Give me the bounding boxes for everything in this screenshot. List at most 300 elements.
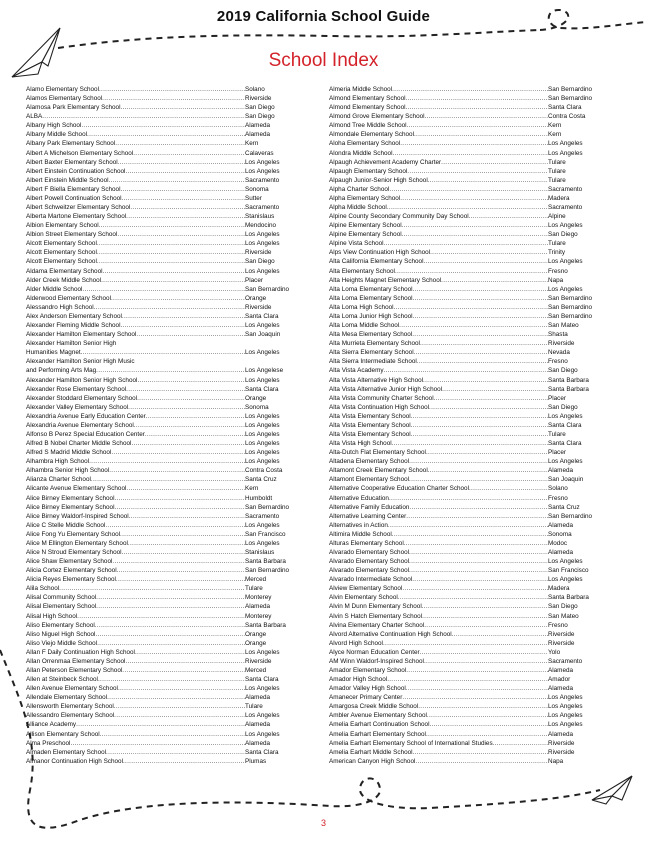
index-entry xyxy=(26,702,297,711)
index-entry xyxy=(26,657,297,666)
index-entry xyxy=(329,103,600,112)
school-name: American Canyon High School xyxy=(329,757,416,765)
county-name: Santa Barbara xyxy=(548,594,589,602)
index-entry xyxy=(26,566,297,575)
index-entry xyxy=(26,239,297,248)
county-name: Kern xyxy=(548,122,562,130)
county-name: Los Angeles xyxy=(245,322,280,330)
index-entry xyxy=(26,593,297,602)
index-entry xyxy=(26,130,297,139)
school-name: Alvin Elementary School xyxy=(329,594,398,602)
index-entry xyxy=(26,185,297,194)
dot-leader xyxy=(42,112,245,121)
index-entry xyxy=(26,203,297,212)
index-entry xyxy=(26,158,297,167)
dot-leader xyxy=(99,85,245,94)
county-name: San Diego xyxy=(245,104,275,112)
dot-leader xyxy=(87,130,245,139)
index-entry xyxy=(26,484,297,493)
dot-leader xyxy=(70,739,245,748)
index-entry xyxy=(329,630,600,639)
county-name: Kern xyxy=(548,131,562,139)
school-name: Alternative Cooperative Education Charter School xyxy=(329,485,469,493)
index-entry xyxy=(329,675,600,684)
school-name: Alexandria Avenue Elementary School xyxy=(26,421,134,429)
dot-leader xyxy=(420,648,548,657)
school-name: Alice N Stroud Elementary School xyxy=(26,548,122,556)
county-name: Sonoma xyxy=(245,185,269,193)
school-name: Amelia Earhart Middle School xyxy=(329,748,413,756)
dot-leader xyxy=(388,521,548,530)
dot-leader xyxy=(429,403,548,412)
school-name: Alvin M Dunn Elementary School xyxy=(329,603,422,611)
county-name: Los Angeles xyxy=(548,222,583,230)
dot-leader xyxy=(402,221,548,230)
dot-leader xyxy=(411,412,548,421)
dot-leader xyxy=(97,239,245,248)
school-name: Alta Vista Elementary School xyxy=(329,421,411,429)
index-entry xyxy=(26,693,297,702)
dot-leader xyxy=(399,321,548,330)
dot-leader xyxy=(122,194,245,203)
dot-leader xyxy=(122,666,245,675)
school-name: Alvarado Elementary School xyxy=(329,567,410,575)
school-name: Alicia Reyes Elementary School xyxy=(26,576,116,584)
index-entry xyxy=(26,612,297,621)
dot-leader xyxy=(412,575,548,584)
dot-leader xyxy=(392,530,548,539)
index-entry xyxy=(329,539,600,548)
county-name: Sacramento xyxy=(548,657,583,665)
county-name: Riverside xyxy=(245,95,272,103)
school-name: Albert Einstein Middle School xyxy=(26,176,109,184)
school-name: Alfonso B Perez Special Education Center xyxy=(26,430,145,438)
school-name: Aliso Elementary School xyxy=(26,621,95,629)
index-entry xyxy=(329,503,600,512)
dot-leader xyxy=(76,720,245,729)
county-name: Los Angeles xyxy=(548,558,583,566)
index-entry xyxy=(329,339,600,348)
index-entry xyxy=(329,348,600,357)
dot-leader xyxy=(383,639,548,648)
county-name: Amador xyxy=(548,676,571,684)
index-entry xyxy=(329,267,600,276)
county-name: Los Angeles xyxy=(245,449,280,457)
index-entry xyxy=(329,94,600,103)
county-name: Monterey xyxy=(245,612,272,620)
index-entry xyxy=(329,494,600,503)
index-entry xyxy=(329,575,600,584)
school-name: Alta Vista Academy xyxy=(329,367,384,375)
county-name: Los Angeles xyxy=(245,231,280,239)
index-entry xyxy=(329,593,600,602)
school-name: Alexander Hamilton Senior High Music xyxy=(26,358,135,366)
index-entry xyxy=(26,503,297,512)
dot-leader xyxy=(427,711,548,720)
dot-leader xyxy=(115,139,245,148)
school-name: Aliso Viejo Middle School xyxy=(26,639,98,647)
index-entry xyxy=(26,339,297,348)
school-name: Alternative Education xyxy=(329,494,389,502)
school-name: Almond Elementary School xyxy=(329,104,406,112)
school-name: Alvina Elementary Charter School xyxy=(329,621,425,629)
school-name: Alturas Elementary School xyxy=(329,539,404,547)
county-name: San Diego xyxy=(548,231,578,239)
dot-leader xyxy=(400,139,548,148)
dot-leader xyxy=(98,675,245,684)
school-name: Alfred S Madrid Middle School xyxy=(26,449,112,457)
index-entry xyxy=(26,230,297,239)
county-name: Sonoma xyxy=(245,403,269,411)
index-entry xyxy=(26,530,297,539)
school-name: Alcott Elementary School xyxy=(26,249,97,257)
county-name: Riverside xyxy=(548,748,575,756)
dot-leader xyxy=(426,730,548,739)
dot-leader xyxy=(425,112,548,121)
index-entry xyxy=(26,621,297,630)
index-entry xyxy=(26,357,297,366)
school-name: Albion Elementary School xyxy=(26,222,99,230)
dot-leader xyxy=(400,194,548,203)
county-name: Los Angeles xyxy=(245,412,280,420)
county-name: Santa Clara xyxy=(245,385,279,393)
county-name: Los Angeles xyxy=(245,430,280,438)
dot-leader xyxy=(130,203,245,212)
county-name: San Joaquin xyxy=(245,331,281,339)
school-name: Alpine County Secondary Community Day School xyxy=(329,213,469,221)
dot-leader xyxy=(442,385,548,394)
dot-leader xyxy=(115,494,246,503)
county-name: Sacramento xyxy=(548,204,583,212)
school-name: Allison Elementary School xyxy=(26,730,100,738)
index-entry xyxy=(26,167,297,176)
school-name: Allessandro Elementary School xyxy=(26,712,115,720)
dot-leader xyxy=(420,339,548,348)
index-entry xyxy=(329,357,600,366)
school-name: Almanor Continuation High School xyxy=(26,757,123,765)
index-entry xyxy=(26,194,297,203)
dot-leader xyxy=(136,330,245,339)
school-name: Alvarado Elementary School xyxy=(329,548,410,556)
index-entry xyxy=(329,312,600,321)
dot-leader xyxy=(97,639,245,648)
index-entry xyxy=(329,602,600,611)
index-entry xyxy=(329,430,600,439)
county-name: San Bernardino xyxy=(245,285,290,293)
index-entry xyxy=(26,575,297,584)
index-entry xyxy=(26,675,297,684)
school-name: Amelia Earhart Elementary School of International Studies xyxy=(329,739,493,747)
county-name: San Mateo xyxy=(548,612,579,620)
school-name: Alvin S Hatch Elementary School xyxy=(329,612,423,620)
school-name: Alice Birney Elementary School xyxy=(26,494,115,502)
index-entry xyxy=(329,684,600,693)
dot-leader xyxy=(407,167,548,176)
school-name: Alyce Norman Education Center xyxy=(329,648,420,656)
school-name: Alview Elementary School xyxy=(329,585,403,593)
dot-leader xyxy=(426,448,548,457)
index-entry xyxy=(329,484,600,493)
dot-leader xyxy=(133,149,245,158)
school-name: Alisal Elementary School xyxy=(26,603,97,611)
school-name: Alexander Valley Elementary School xyxy=(26,403,129,411)
county-name: Sacramento xyxy=(245,204,280,212)
school-name: Allen Avenue Elementary School xyxy=(26,685,118,693)
school-name: Alta Vista High School xyxy=(329,440,392,448)
dot-leader xyxy=(387,203,548,212)
school-name: Alderwood Elementary School xyxy=(26,294,111,302)
index-entry xyxy=(329,566,600,575)
index-entry xyxy=(26,648,297,657)
county-name: San Joaquin xyxy=(548,476,584,484)
index-entry xyxy=(26,285,297,294)
index-entry xyxy=(329,466,600,475)
dot-leader xyxy=(392,439,548,448)
county-name: Los Angeles xyxy=(548,712,583,720)
dot-leader xyxy=(413,312,548,321)
index-column-right xyxy=(329,85,600,766)
dot-leader xyxy=(95,630,245,639)
county-name: Los Angeles xyxy=(245,158,280,166)
index-entry xyxy=(26,757,297,766)
county-name: Solano xyxy=(548,485,568,493)
county-name: Plumas xyxy=(245,757,267,765)
school-name: Alta Sierra Intermediate School xyxy=(329,358,417,366)
index-entry xyxy=(26,448,297,457)
school-name: Alta Vista Community Charter School xyxy=(329,394,434,402)
school-name: Albany Park Elementary School xyxy=(26,140,116,148)
county-name: Nevada xyxy=(548,349,570,357)
dot-leader xyxy=(120,530,245,539)
dot-leader xyxy=(125,657,245,666)
index-entry xyxy=(26,666,297,675)
county-name: Los Angeles xyxy=(245,440,280,448)
county-name: San Bernardino xyxy=(548,86,593,93)
county-name: Merced xyxy=(245,667,267,674)
index-entry xyxy=(329,248,600,257)
dot-leader xyxy=(137,376,245,385)
county-name: Los Angeles xyxy=(245,712,280,720)
school-name: Amelia Earhart Elementary School xyxy=(329,730,426,738)
dot-leader xyxy=(392,149,548,158)
dot-leader xyxy=(131,439,245,448)
index-entry xyxy=(329,612,600,621)
county-name: Riverside xyxy=(548,739,575,747)
dot-leader xyxy=(407,121,548,130)
dot-leader xyxy=(409,548,548,557)
index-entry xyxy=(26,421,297,430)
county-name: Riverside xyxy=(548,630,575,638)
dot-leader xyxy=(402,584,548,593)
dot-leader xyxy=(115,503,246,512)
county-name: Los Angeles xyxy=(548,576,583,584)
county-name: Fresno xyxy=(548,267,568,275)
school-name: Alice Shaw Elementary School xyxy=(26,558,113,566)
county-name: Santa Barbara xyxy=(548,385,589,393)
county-name: Los Angeles xyxy=(548,721,583,729)
index-entry xyxy=(26,639,297,648)
dot-leader xyxy=(452,630,548,639)
school-name: Alex Anderson Elementary School xyxy=(26,312,122,320)
index-entry xyxy=(329,385,600,394)
school-name: Alpha Elementary School xyxy=(329,194,401,202)
index-entry xyxy=(329,376,600,385)
school-name: Alta Loma Elementary School xyxy=(329,294,413,302)
index-entry xyxy=(26,376,297,385)
school-name: Albany High School xyxy=(26,122,82,130)
school-name: Allendale Elementary School xyxy=(26,694,108,702)
county-name: Stanislaus xyxy=(245,213,275,221)
county-name: Los Angeles xyxy=(548,140,583,148)
school-name: Alvarado Intermediate School xyxy=(329,576,413,584)
county-name: Riverside xyxy=(548,639,575,647)
dot-leader xyxy=(384,366,548,375)
dot-leader xyxy=(409,557,548,566)
dot-leader xyxy=(411,421,548,430)
county-name: Los Angeles xyxy=(245,521,280,529)
county-name: San Bernardino xyxy=(548,303,593,311)
school-name: Albion Street Elementary School xyxy=(26,231,118,239)
county-name: Calaveras xyxy=(245,149,274,157)
school-name: Alta California Elementary School xyxy=(329,258,424,266)
index-entry xyxy=(26,303,297,312)
county-name: Alameda xyxy=(245,694,271,702)
index-entry xyxy=(329,421,600,430)
county-name: Los Angeles xyxy=(548,694,583,702)
school-name: Alicante Avenue Elementary School xyxy=(26,485,127,493)
dot-leader xyxy=(469,484,548,493)
county-name: Los Angeles xyxy=(245,730,280,738)
county-name: Madera xyxy=(548,194,570,202)
dot-leader xyxy=(97,257,245,266)
dot-leader xyxy=(107,693,245,702)
index-entry xyxy=(329,330,600,339)
dot-leader xyxy=(114,711,245,720)
school-name: Ambler Avenue Elementary School xyxy=(329,712,427,720)
county-name: Tulare xyxy=(548,240,566,248)
county-name: Napa xyxy=(548,757,564,765)
dot-leader xyxy=(415,757,548,766)
school-name: Allan Peterson Elementary School xyxy=(26,667,123,674)
index-entry xyxy=(329,475,600,484)
county-name: Alpine xyxy=(548,213,566,221)
index-entry xyxy=(329,403,600,412)
dot-leader xyxy=(402,230,548,239)
school-name: Alhambra High School xyxy=(26,458,90,466)
dot-leader xyxy=(122,548,245,557)
county-name: Tulare xyxy=(548,167,566,175)
dot-leader xyxy=(414,348,548,357)
index-entry xyxy=(26,539,297,548)
county-name: Los Angeles xyxy=(245,539,280,547)
school-name: Alhambra Senior High School xyxy=(26,467,110,475)
index-entry xyxy=(26,602,297,611)
dot-leader xyxy=(121,321,246,330)
county-name: Kern xyxy=(245,140,259,148)
county-name: Mendocino xyxy=(245,222,277,230)
county-name: Shasta xyxy=(548,331,568,339)
dot-leader xyxy=(413,294,548,303)
county-name: Orange xyxy=(245,294,267,302)
dot-leader xyxy=(423,376,548,385)
index-entry xyxy=(329,666,600,675)
dot-leader xyxy=(404,539,548,548)
dot-leader xyxy=(493,739,548,748)
index-entry xyxy=(329,194,600,203)
school-name: Alliance Academy xyxy=(26,721,77,729)
school-name: Allen at Steinbeck School xyxy=(26,676,98,684)
dot-leader xyxy=(424,657,548,666)
school-name: Allensworth Elementary School xyxy=(26,703,114,711)
dot-leader xyxy=(103,267,245,276)
dot-leader xyxy=(387,675,548,684)
index-entry xyxy=(329,457,600,466)
school-name: Alexander Rose Elementary School xyxy=(26,385,127,393)
index-entry xyxy=(26,548,297,557)
dot-leader xyxy=(395,267,548,276)
school-name: Alpha Middle School xyxy=(329,204,387,212)
school-name: Albert Schweitzer Elementary School xyxy=(26,204,131,212)
school-name: Alexandria Avenue Early Education Center xyxy=(26,412,146,420)
dot-leader xyxy=(406,103,548,112)
index-entry xyxy=(26,739,297,748)
dot-leader xyxy=(406,94,548,103)
dot-leader xyxy=(89,457,245,466)
index-entry xyxy=(329,757,600,766)
index-entry xyxy=(26,312,297,321)
school-name: Almond Grove Elementary School xyxy=(329,113,425,121)
index-entry xyxy=(329,212,600,221)
dot-leader xyxy=(409,503,548,512)
index-entry xyxy=(329,112,600,121)
dot-leader xyxy=(126,212,245,221)
index-entry xyxy=(26,385,297,394)
county-name: Los Angeles xyxy=(245,458,280,466)
school-name: Alvord Alternative Continuation High School xyxy=(329,630,452,638)
index-entry xyxy=(26,403,297,412)
county-name: Alameda xyxy=(548,467,574,475)
school-name: and Performing Arts Mag xyxy=(26,367,97,375)
school-name: Albany Middle School xyxy=(26,131,88,139)
county-name: Sonoma xyxy=(548,530,572,538)
dot-leader xyxy=(409,475,548,484)
county-name: Sutter xyxy=(245,194,262,202)
school-name: Alta Loma Middle School xyxy=(329,322,400,330)
school-name: Alta Vista Elementary School xyxy=(329,412,411,420)
county-name: Stanislaus xyxy=(245,548,275,556)
index-entry xyxy=(26,330,297,339)
county-name: Orange xyxy=(245,639,267,647)
dot-leader xyxy=(118,684,245,693)
school-name: Alice Birney Waldorf-Inspired School xyxy=(26,512,129,520)
index-entry xyxy=(329,748,600,757)
school-name: Alfred B Nobel Charter Middle School xyxy=(26,440,132,448)
school-name: Alice Fong Yu Elementary School xyxy=(26,530,121,538)
county-name: Fresno xyxy=(548,494,568,502)
dot-leader xyxy=(128,539,245,548)
dot-leader xyxy=(116,339,245,348)
dot-leader xyxy=(121,103,246,112)
county-name: Tulare xyxy=(548,176,566,184)
index-entry xyxy=(329,693,600,702)
index-entry xyxy=(329,730,600,739)
index-entry xyxy=(329,739,600,748)
county-name: Yolo xyxy=(548,648,561,656)
index-entry xyxy=(26,730,297,739)
index-entry xyxy=(26,630,297,639)
county-name: Los Angeles xyxy=(548,285,583,293)
dot-leader xyxy=(106,748,245,757)
